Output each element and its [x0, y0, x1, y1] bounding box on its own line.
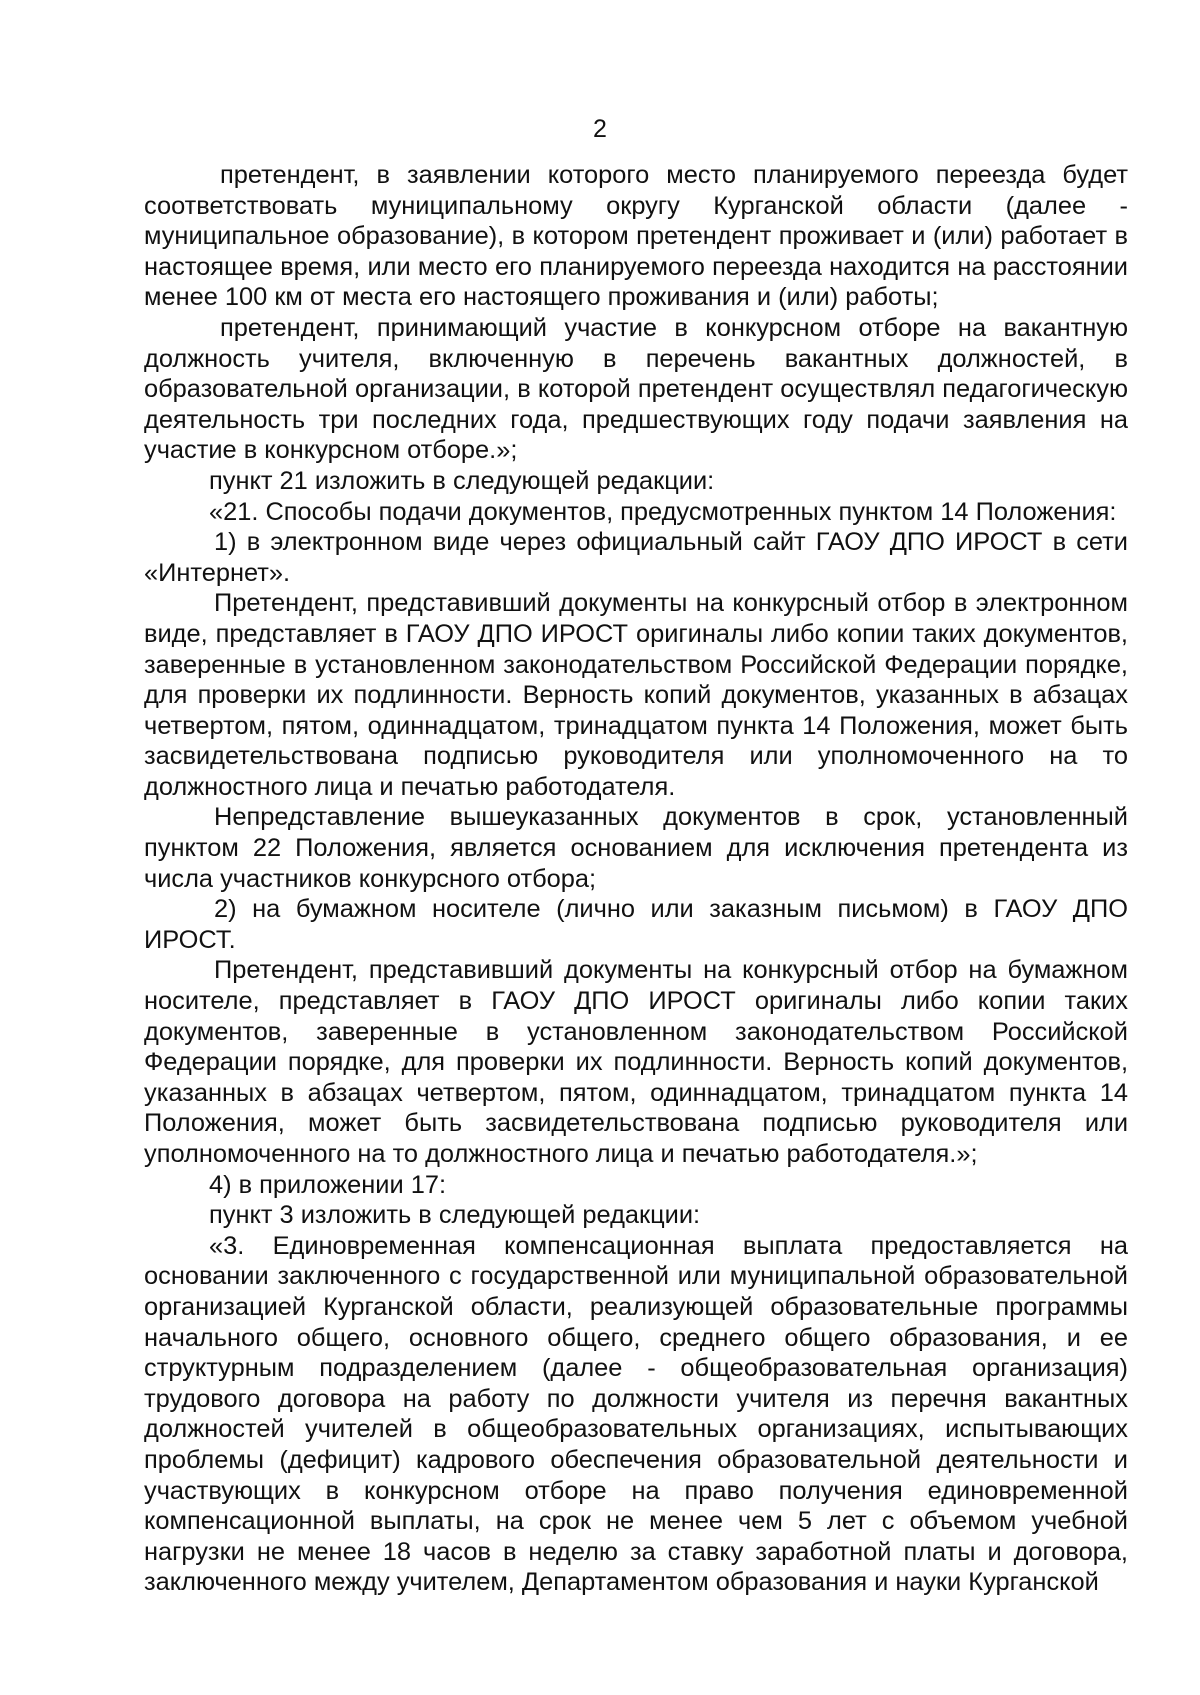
- paragraph-non-submission: Непредставление вышеуказанных документов в срок, установленный пунктом 22 Положения, является основанием для исключения претендента из числа участников конкурсного отбора;: [144, 803, 1128, 893]
- paragraph-item-21-methods: «21. Способы подачи документов, предусмотренных пунктом 14 Положения:: [209, 497, 1117, 526]
- document-body: [144, 160, 1128, 1598]
- paragraph-electronic-originals: Претендент, представивший документы на конкурсный отбор в электронном виде, представляет в ГАОУ ДПО ИРОСТ оригиналы либо копии таких документов, заверенные в установленном законодательством Российской Федерации порядке, для проверки их подлинности. Верность копий документов, указанных в абзацах четвертом, пятом, одиннадцатом, тринадцатом пункта 14 Положения, может быть засвидетельствована подписью руководителя или уполномоченного на то должностного лица и печатью работодателя.: [144, 589, 1128, 801]
- paragraph-electronic-submission: 1) в электронном виде через официальный сайт ГАОУ ДПО ИРОСТ в сети «Интернет».: [144, 528, 1128, 587]
- paragraph-applicant-same-organization: претендент, принимающий участие в конкурсном отборе на вакантную должность учителя, включенную в перечень вакантных должностей, в образовательной организации, в которой претендент осуществлял педагогическую деятельность три последних года, предшествующих году подачи заявления на участие в конкурсном отборе.»;: [144, 313, 1128, 465]
- paragraph-item-3-intro: пункт 3 изложить в следующей редакции:: [209, 1201, 701, 1230]
- paragraph-paper-originals: Претендент, представивший документы на конкурсный отбор на бумажном носителе, представляет в ГАОУ ДПО ИРОСТ оригиналы либо копии таких документов, заверенные в установленном законодательством Российской Федерации порядке, для проверки их подлинности. Верность копий документов, указанных в абзацах четвертом, пятом, одиннадцатом, тринадцатом пункта 14 Положения, может быть засвидетельствована подписью руководителя или уполномоченного на то должностного лица и печатью работодателя.»;: [144, 956, 1128, 1168]
- paragraph-item-21-intro: пункт 21 изложить в следующей редакции:: [209, 466, 715, 495]
- page-number: 2: [593, 115, 607, 143]
- paragraph-appendix-17: 4) в приложении 17:: [209, 1170, 447, 1199]
- paragraph-applicant-relocation: претендент, в заявлении которого место планируемого переезда будет соответствовать муниципальному округу Курганской области (далее - муниципальное образование), в котором претендент проживает и (или) работает в настоящее время, или место его планируемого переезда находится на расстоянии менее 100 км от места его настоящего проживания и (или) работы;: [144, 161, 1128, 312]
- paragraph-paper-submission: 2) на бумажном носителе (лично или заказным письмом) в ГАОУ ДПО ИРОСТ.: [144, 895, 1128, 954]
- paragraph-item-3-compensation: «3. Единовременная компенсационная выплата предоставляется на основании заключенного с государственной или муниципальной образовательной организацией Курганской области, реализующей образовательные программы начального общего, основного общего, среднего общего образования, и ее структурным подразделением (далее - общеобразовательная организация) трудового договора на работу по должности учителя из перечня вакантных должностей учителей в общеобразовательных организациях, испытывающих проблемы (дефицит) кадрового обеспечения образовательной деятельности и участвующих в конкурсном отборе на право получения единовременной компенсационной выплаты, на срок не менее чем 5 лет с объемом учебной нагрузки не менее 18 часов в неделю за ставку заработной платы и договора, заключенного между учителем, Департаментом образования и науки Курганской: [144, 1231, 1128, 1597]
